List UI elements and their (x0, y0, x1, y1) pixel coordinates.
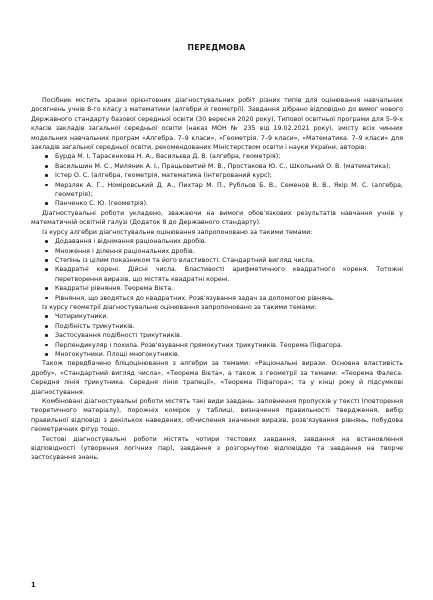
list-item: Подібність трикутників. (31, 322, 403, 331)
page-number: 1 (31, 581, 36, 589)
test-paragraph: Тестові діагностувальні роботи містять чотири тестових завдання, завдання на встановлення відповідності (утворення логічних пар), завдання з розгорнутою відповіддю та завдання на творче застосування знань. (31, 435, 403, 462)
page-body (31, 96, 403, 463)
authors-list (31, 152, 403, 208)
list-item: Істер О. С. (алгебра, геометрія, математика (інтегрований курс); (31, 171, 403, 180)
page-title: ПЕРЕДМОВА (187, 43, 246, 52)
list-item: Застосування подібності трикутників. (31, 331, 403, 340)
bullet-icon (45, 344, 48, 347)
blitz-paragraph: Також передбачено бліцоцінювання з алгебри за темами: «Раціональні вирази. Основна властивість дробу», «Стандартний вигляд числа», «Теорема Вієта», а також з геометрії за темами: «Теорема Фалеса. Середня лінія трикутника. Середня лінія трапеції», «Теорема Піфагора»; та у кінці року й підсумкові діагностування. (31, 360, 403, 396)
bullet-icon (45, 155, 48, 158)
list-item: Квадратні корені. Дійсні числа. Властивості арифметичного квадратного кореня. Тотожні перетворення виразів, що містять квадратні корені. (31, 265, 403, 284)
combined-paragraph: Комбіновані діагностувальні роботи містять такі види завдань: заповнення пропусків у тексті (повторення теоретичного матеріалу), порожніх комірок у таблиці, визначення правильності твердження, вибір правильної відповіді з декількох наведених, обчислення значення виразів, розв'язування рівнянь, побудова геометричних фігур тощо. (31, 398, 403, 434)
bullet-icon (45, 268, 48, 271)
list-item: Васильшин М. С., Миляник А. І., Працьовитий М. В., Простакова Ю. С., Школьний О. В. (математика); (31, 162, 403, 171)
geometry-intro: Із курсу геометрії діагностувальне оцінювання запропоновано за такими темами: (42, 303, 317, 311)
algebra-topics-list (31, 237, 403, 303)
list-item: Многокутники. Площі многокутників. (31, 350, 403, 359)
bullet-icon (45, 315, 48, 318)
bullet-icon (45, 165, 48, 168)
algebra-intro: Із курсу алгебри діагностувальне оцінювання запропоновано за такими темами: (42, 228, 313, 236)
list-item: Множення і ділення раціональних дробів. (31, 247, 403, 256)
list-item: Чотирикутники. (31, 312, 403, 321)
list-item: Квадратні рівняння. Теорема Вієта. (31, 284, 403, 293)
bullet-icon (45, 259, 48, 262)
list-item: Степінь із цілим показником та його властивості. Стандартний вигляд числа. (31, 256, 403, 265)
bullet-icon (45, 297, 48, 300)
bullet-icon (45, 325, 48, 328)
geometry-topics-list (31, 312, 403, 359)
list-item: Додавання і віднімання раціональних дробів. (31, 237, 403, 246)
list-item: Мерзляк А. Г., Номіровський Д. А., Пихтар М. П., Рубльов Б. В., Семенов В. В., Якір М. С. (алгебра, геометрія); (31, 181, 403, 200)
bullet-icon (45, 287, 48, 290)
bullet-icon (45, 202, 48, 205)
bullet-icon (45, 334, 48, 337)
list-item: Перпендикуляр і похила. Розв'язування прямокутних трикутників. Теорема Піфагора. (31, 341, 403, 350)
bullet-icon (45, 240, 48, 243)
intro-paragraph: Посібник містить зразки орієнтовних діагностувальних робіт різних типів для оцінювання навчальних досягнень учнів 8-го класу з математики (алгебри й геометрії). Завдання дібрано відповідно до вимог нового Державного стандарту базової середньої освіти (30 вересня 2020 року), Типової освітньої програми для 5–9-х класів закладів загальної середньої освіти (наказ МОН № 235 від 19.02.2021 року), змісту всіх чинних модельних навчальних програм «Алгебра. 7–9 класи», «Геометрія. 7–9 класи», «Математика. 7–9 класи» для закладів загальної середньої освіти, рекомендованих Міністерством освіти і науки України, авторів: (31, 97, 403, 152)
bullet-icon (45, 353, 48, 356)
bullet-icon (45, 174, 48, 177)
list-item: Рівняння, що зводяться до квадратних. Розв'язування задач за допомогою рівнянь. (31, 294, 403, 303)
diagnostic-paragraph: Діагностувальні роботи укладено, зважаючи на вимоги обов'язкових результатів навчання учнів у математичній освітній галузі (Додаток 8 до Державного стандарту). (31, 209, 403, 227)
bullet-icon (45, 250, 48, 253)
bullet-icon (45, 184, 48, 187)
list-item: Панченко С. Ю. (геометрія). (31, 199, 403, 208)
list-item: Бурда М. І, Тарасенкова Н. А., Васильєва Д. В. (алгебра, геометрія); (31, 152, 403, 161)
